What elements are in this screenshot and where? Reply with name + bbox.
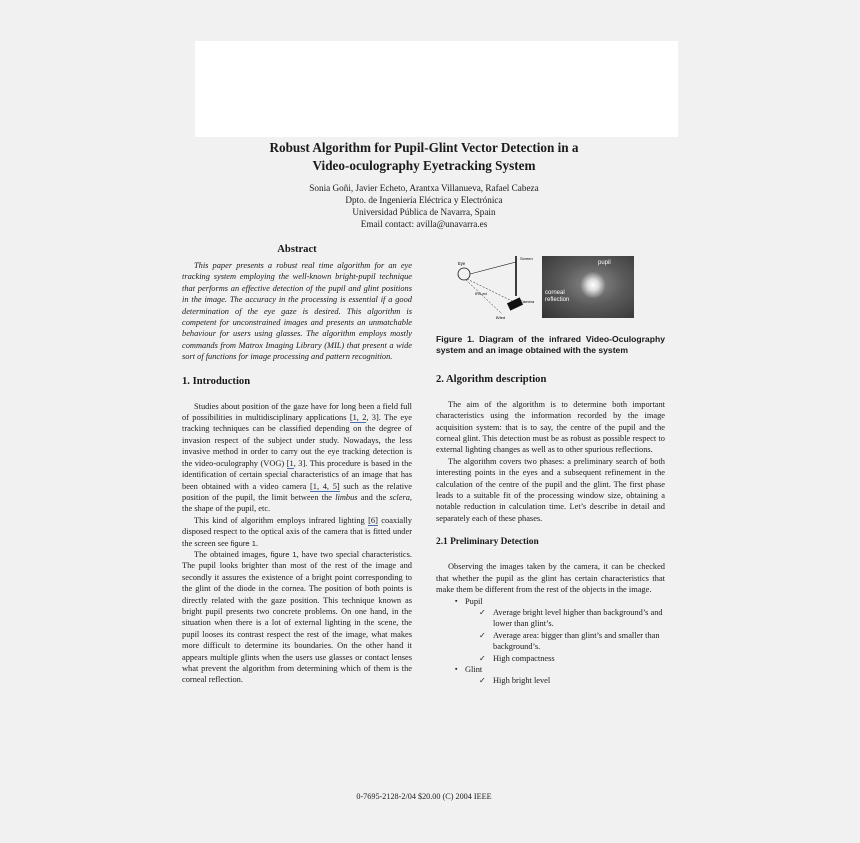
- author-university: Universidad Pública de Navarra, Spain: [352, 207, 496, 217]
- author-department: Dpto. de Ingeniería Eléctrica y Electrónica: [345, 195, 503, 205]
- intro-paragraph-3: The obtained images, figure 1, have two special characteristics. The pupil looks brighter than most of the rest of the image and secondly it assures the existence of a bright point corresponding to the glint of the diode in the cornea. The position of both points is directly related with the gaze position. This technique known as bright pupil presents two concrete problems. On one hand, in the situation when there is a lot of external lighting in the scene, the pupil looses its contrast respect the rest of the image, what makes more difficult to determine its boundaries. On the other hand it appears multiple glints when the users use glasses or contact lenses what prevent the algorithm from determining which of them is the corneal reflection.: [182, 549, 412, 685]
- citation-link[interactable]: [1, 4, 5]: [310, 481, 340, 491]
- left-column: [182, 243, 412, 686]
- citation-link[interactable]: [6]: [368, 515, 378, 525]
- abstract-heading: Abstract: [277, 244, 317, 255]
- right-column: [436, 256, 665, 687]
- intro-paragraph-1: Studies about position of the gaze have for long been a field full of possibilities in multidisciplinary applications [1, 2, 3]. The eye tracking techniques can be classified depending on the degree of invasion respect of the subject under study. Nowadays, the less invasive method in order to carry out the eye tracking detection is the video-oculography (VOG) [1, 3]. This procedure is based in the identification of certain special characteristics of an image that has been obtained with a video camera [1, 4, 5] such as the relative position of the pupil, the limit between the limbus and the sclera, the shape of the pupil, etc.: [182, 401, 413, 514]
- characteristics-list: [436, 596, 665, 687]
- list-item: ✓ High compactness: [479, 653, 665, 664]
- list-item: ▪ Pupil ✓ Average bright level higher than background’s and lower than glint’s. ✓ Average area: bigger than glint’s and smaller than background’s. ✓ High compactness: [456, 596, 665, 664]
- diagram-label-camera: Camera: [520, 299, 534, 304]
- figure-1: [436, 256, 665, 324]
- section-2-heading: 2. Algorithm description: [436, 373, 547, 385]
- figure-reference: figure 1: [230, 538, 256, 548]
- diagram-label-eye: Eye: [458, 261, 466, 266]
- diagram-label-screen: Screen: [520, 256, 533, 261]
- pupil-characteristics: [465, 607, 665, 664]
- photo-label-reflection: reflection: [545, 297, 570, 303]
- copyright-footer: 0-7695-2128-2/04 $20.00 (C) 2004 IEEE: [356, 792, 492, 801]
- section-2-1-heading: 2.1 Preliminary Detection: [436, 537, 539, 548]
- title-line-2: Video-oculography Eyetracking System: [312, 158, 536, 173]
- figure-caption: Figure 1. Diagram of the infrared Video-Oculography system and an image obtained with the system: [436, 334, 665, 356]
- section-2-1-paragraph: Observing the images taken by the camera, it can be checked that whether the pupil as the glint has certain characteristics that make them be different from the rest of the objects in the image.: [436, 562, 665, 595]
- intro-paragraph-2: This kind of algorithm employs infrared lighting [6] coaxially disposed respect to the optical axis of the camera that is fitted under the screen see figure 1.: [182, 515, 412, 548]
- list-item: ✓ Average bright level higher than background’s and lower than glint’s.: [479, 607, 665, 630]
- abstract-text: This paper presents a robust real time algorithm for an eye tracking system employing the well-known bright-pupil technique that performs an effective detection of the pupil and glint positions in the image. The accuracy in the processing is essential if a good determination of the eye gaze is desired. This algorithm is competent for unconstrained images and presents an unmatchable behaviour for users using glasses. The algorithm employs mostly commands from Matrox Imaging Library (MIL) that present a wide sort of functions for image processing and pattern recognition.: [182, 261, 412, 362]
- photo-label-corneal: corneal: [545, 290, 565, 296]
- vog-system-diagram: [436, 256, 534, 320]
- section-2-paragraph-2: The algorithm covers two phases: a preliminary search of both interesting points in the eyes and a subsequent refinement in the calculation of the centre of the pupil and the glint. The first phase leads to a suitable fit of the processing window size, obtaining a notable reduction in calculation time. Let’s describe in detail and separately each of these phases.: [436, 456, 665, 523]
- list-item: ✓ High bright level: [479, 675, 665, 686]
- list-item: ✓ Average area: bigger than glint’s and smaller than background’s.: [479, 630, 665, 653]
- diagram-label-bled: B/led: [496, 315, 506, 320]
- citation-link[interactable]: [1, 2: [349, 413, 367, 423]
- paper-title: [195, 139, 653, 175]
- section-2-paragraph-1: The aim of the algorithm is to determine both important characteristics using the information recorded by the image acquisition system: that is to say, the centre of the pupil and the corneal glint. This detection must be as robust as possible respect to external lighting changes as well as to other spurious reflections.: [436, 399, 665, 455]
- diagram-label-irled: IR/Led: [475, 291, 487, 296]
- list-item: ▪ Glint ✓ High bright level: [456, 664, 665, 687]
- pupil-highlight: [580, 272, 606, 298]
- title-line-1: Robust Algorithm for Pupil-Glint Vector Detection in a: [269, 140, 579, 155]
- header-blank-area: [195, 41, 678, 137]
- eye-image: [542, 256, 634, 318]
- intro-heading: 1. Introduction: [182, 375, 251, 387]
- photo-label-pupil: pupil: [598, 260, 611, 266]
- figure-reference: figure 1: [270, 549, 297, 559]
- citation-link[interactable]: [1: [286, 458, 294, 468]
- glint-characteristics: [465, 675, 665, 686]
- author-block: [195, 182, 653, 230]
- author-names: Sonia Goñi, Javier Echeto, Arantxa Villanueva, Rafael Cabeza: [309, 183, 539, 193]
- author-email[interactable]: Email contact: avilla@unavarra.es: [360, 219, 488, 229]
